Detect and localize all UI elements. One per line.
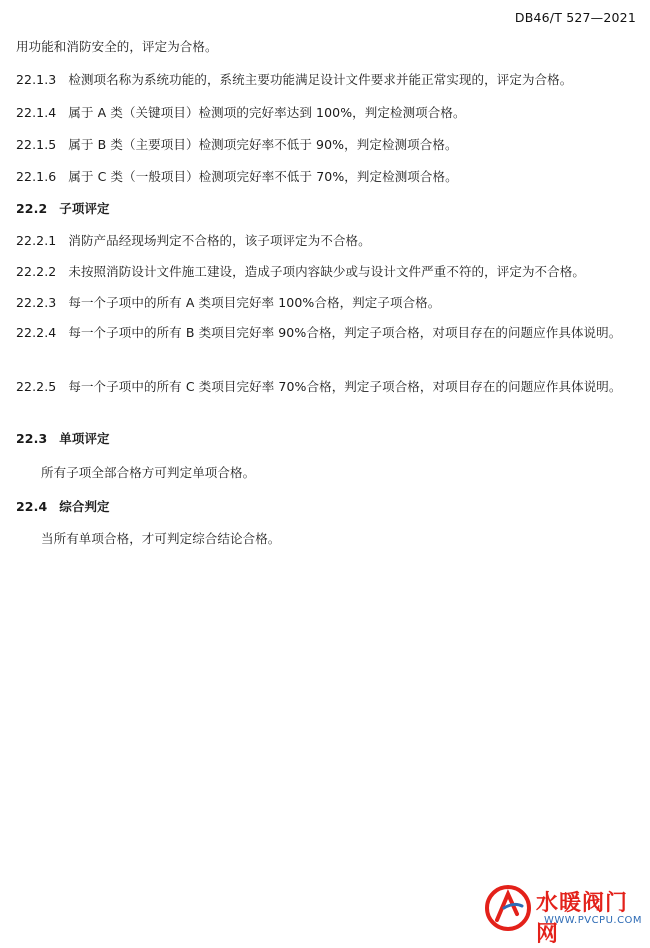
clause-text: 属于 C 类（一般项目）检测项完好率不低于 70%，判定检测项合格。	[68, 169, 458, 184]
section-number: 22.4	[16, 499, 48, 514]
clause-text: 消防产品经现场判定不合格的，该子项评定为不合格。	[68, 233, 371, 248]
watermark-url: WWW.PVCPU.COM	[544, 915, 643, 926]
clause-number: 22.2.5	[16, 379, 57, 394]
section-heading-22-4	[16, 497, 636, 517]
section-body-22-4: 当所有单项合格，才可判定综合结论合格。	[41, 531, 281, 546]
section-number: 22.2	[16, 201, 48, 216]
clause-22-2-5	[16, 377, 636, 397]
clause-number: 22.2.4	[16, 325, 57, 340]
clause-number: 22.2.1	[16, 233, 57, 248]
section-title: 单项评定	[59, 431, 110, 446]
section-heading-22-3	[16, 429, 636, 449]
clause-text: 属于 A 类（关键项目）检测项的完好率达到 100%，判定检测项合格。	[68, 105, 466, 120]
pv-logo-icon	[484, 884, 532, 932]
clause-text: 检测项名称为系统功能的，系统主要功能满足设计文件要求并能正常实现的，评定为合格。	[68, 72, 573, 87]
clause-number: 22.1.5	[16, 137, 57, 152]
clause-22-1-5	[16, 135, 636, 155]
clause-22-2-2	[16, 262, 636, 282]
clause-22-2-3	[16, 293, 636, 313]
clause-text: 未按照消防设计文件施工建设，造成子项内容缺少或与设计文件严重不符的，评定为不合格。	[68, 264, 585, 279]
clause-number: 22.2.2	[16, 264, 57, 279]
clause-text: 每一个子项中的所有 A 类项目完好率 100%合格，判定子项合格。	[68, 295, 441, 310]
clause-number: 22.2.3	[16, 295, 57, 310]
clause-22-1-3	[16, 70, 636, 90]
section-title: 子项评定	[59, 201, 110, 216]
clause-number: 22.1.4	[16, 105, 57, 120]
clause-22-2-1	[16, 231, 636, 251]
watermark-title: 水暖阀门网	[536, 891, 629, 947]
clause-text: 属于 B 类（主要项目）检测项完好率不低于 90%，判定检测项合格。	[68, 137, 458, 152]
continuation-text: 用功能和消防安全的，评定为合格。	[16, 39, 218, 54]
clause-text: 每一个子项中的所有 B 类项目完好率 90%合格，判定子项合格，对项目存在的问题应作具体说明。	[68, 325, 622, 340]
section-number: 22.3	[16, 431, 48, 446]
site-watermark	[484, 884, 644, 947]
clause-22-1-6	[16, 167, 636, 187]
document-code: DB46/T 527—2021	[514, 10, 636, 25]
clause-22-1-4	[16, 103, 636, 123]
section-heading-22-2	[16, 199, 636, 219]
clause-22-2-4	[16, 323, 636, 343]
section-title: 综合判定	[59, 499, 110, 514]
section-body-22-3: 所有子项全部合格方可判定单项合格。	[41, 465, 256, 480]
clause-number: 22.1.6	[16, 169, 57, 184]
clause-number: 22.1.3	[16, 72, 57, 87]
clause-text: 每一个子项中的所有 C 类项目完好率 70%合格，判定子项合格，对项目存在的问题应作具体说明。	[68, 379, 622, 394]
